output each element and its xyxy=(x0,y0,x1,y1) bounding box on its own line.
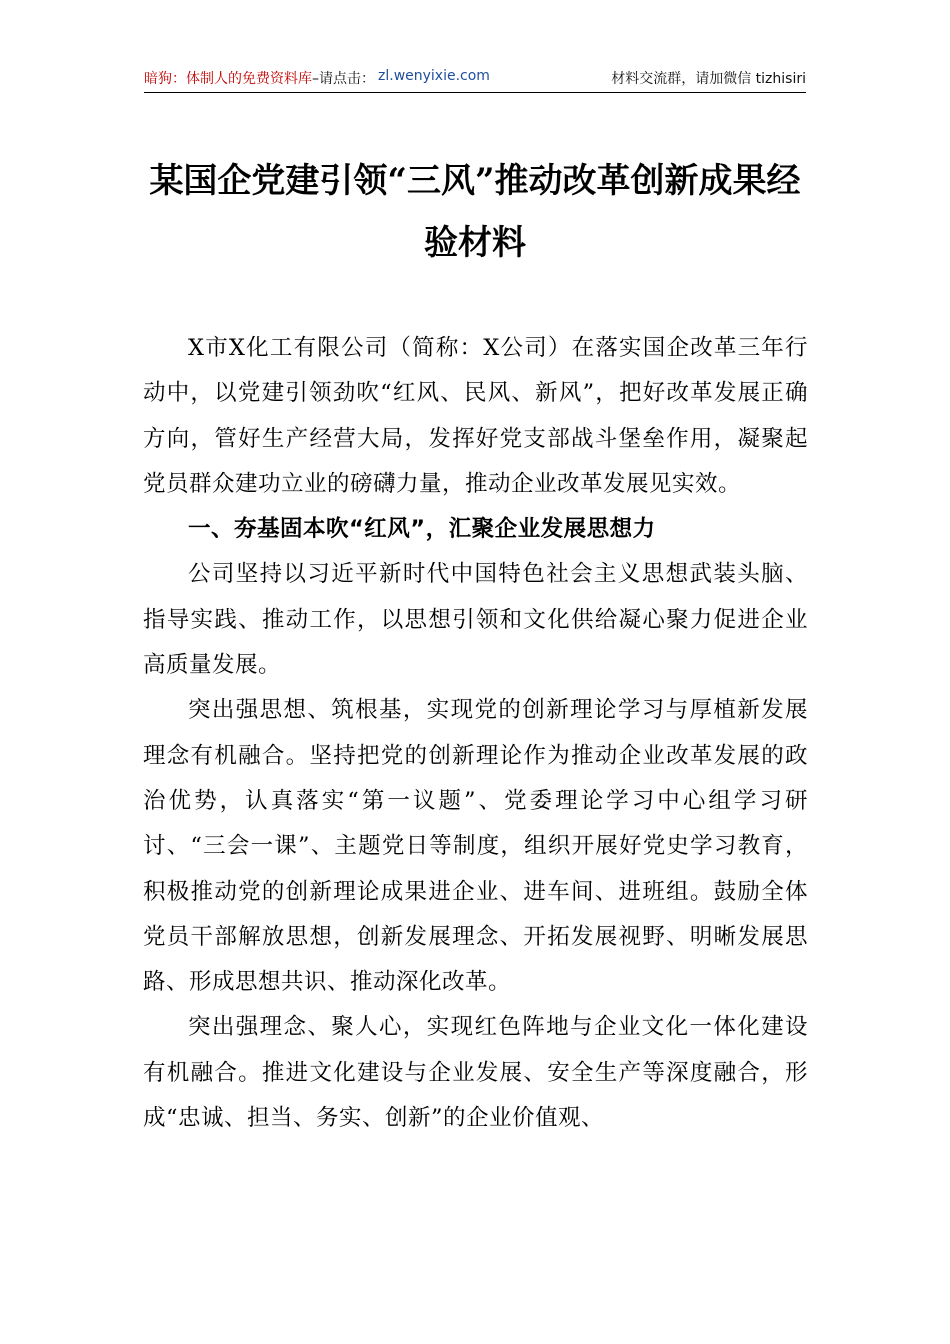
intro-paragraph: X市X化工有限公司（简称：X公司）在落实国企改革三年行动中，以党建引领劲吹“红风、民风、新风”，把好改革发展正确方向，管好生产经营大局，发挥好党支部战斗堡垒作用，凝聚起党员群众建功立业的磅礴力量，推动企业改革发展见实效。 xyxy=(143,335,808,497)
document-body xyxy=(143,326,808,1141)
body-paragraph-2: 突出强思想、筑根基，实现党的创新理论学习与厚植新发展理念有机融合。坚持把党的创新理论作为推动企业改革发展的政治优势，认真落实“第一议题”、党委理论学习中心组学习研讨、“三会一课”、主题党日等制度，组织开展好党史学习教育，积极推动党的创新理论成果进企业、进车间、进班组。鼓励全体党员干部解放思想，创新发展理念、开拓发展视野、明晰发展思路、形成思想共识、推动深化改革。 xyxy=(143,697,808,996)
header-wechat-note: 材料交流群，请加微信 tizhisiri xyxy=(611,71,806,87)
document-title: 某国企党建引领“三风”推动改革创新成果经验材料 xyxy=(149,161,801,263)
page-header xyxy=(144,68,806,93)
header-click-prompt: –请点击： xyxy=(312,71,375,87)
body-paragraph-1: 公司坚持以习近平新时代中国特色社会主义思想武装头脑、指导实践、推动工作，以思想引领和文化供给凝心聚力促进企业高质量发展。 xyxy=(143,561,808,679)
header-site-link[interactable]: zl.wenyixie.com xyxy=(378,68,490,84)
header-brand-text: 暗狗：体制人的免费资料库 xyxy=(144,71,312,87)
body-paragraph-3: 突出强理念、聚人心，实现红色阵地与企业文化一体化建设有机融合。推进文化建设与企业发展、安全生产等深度融合，形成“忠诚、担当、务实、创新”的企业价值观、 xyxy=(143,1014,808,1132)
section-heading-1: 一、夯基固本吹“红风”，汇聚企业发展思想力 xyxy=(188,516,656,543)
